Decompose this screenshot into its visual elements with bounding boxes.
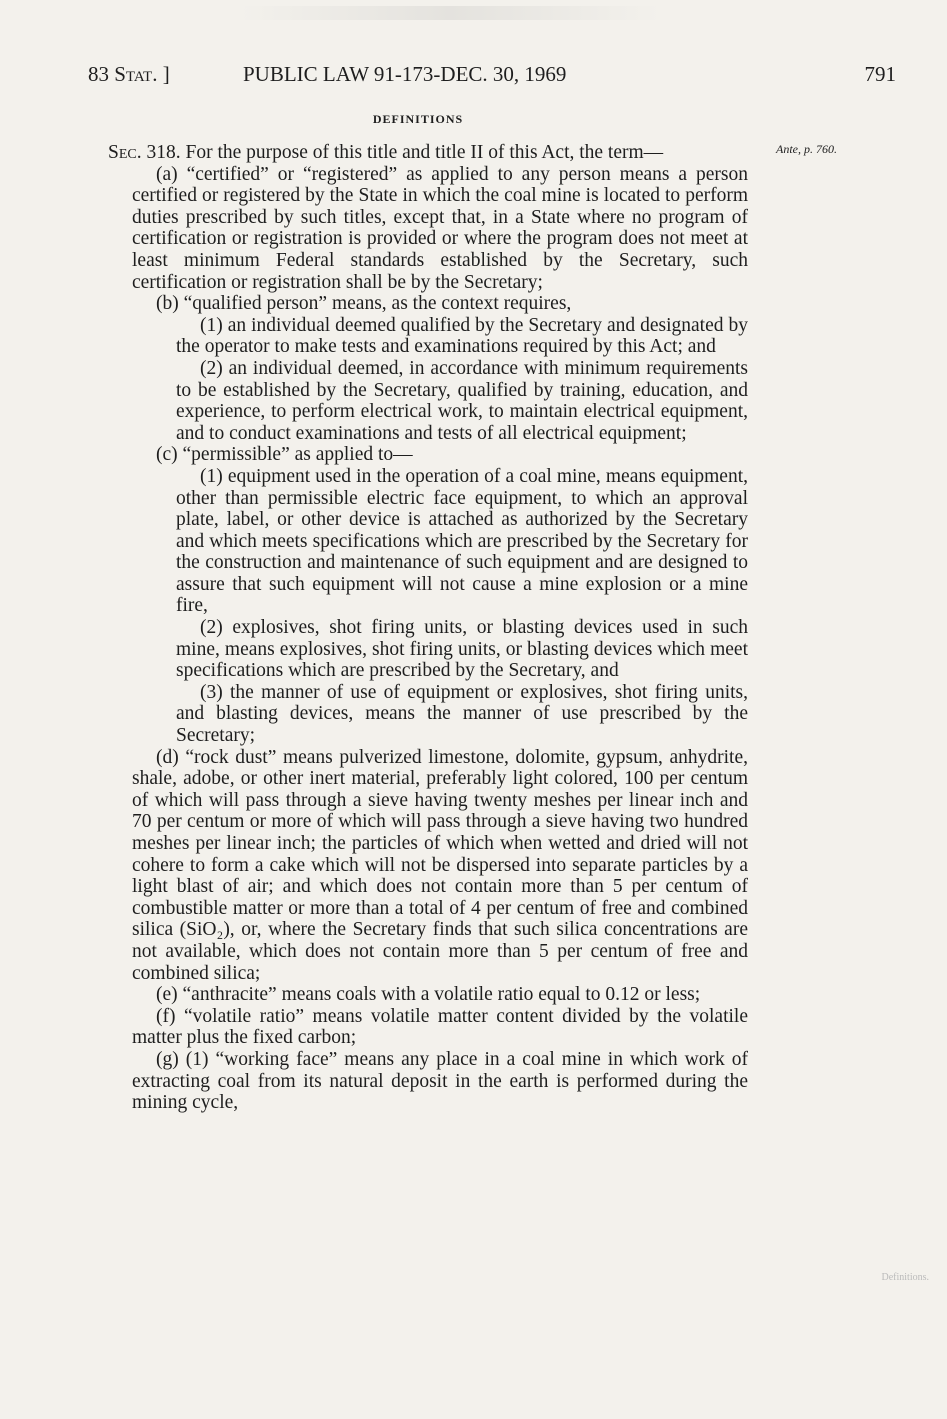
paragraph-c: (c) “permissible” as applied to—: [156, 444, 413, 466]
page-number: 791: [864, 62, 896, 86]
paragraph-b: (b) “qualified person” means, as the context requires,: [156, 293, 572, 315]
paragraph-a: (a) “certified” or “registered” as applied to any person means a person certified or registered by the State in which the coal mine is located to perform duties prescribed by such titles, except that, in a State where no program of certification or registration is provided or where the program does not meet at least minimum Federal standards established by the Secretary, such certification or registration shall be by the Secretary;: [132, 163, 748, 293]
paragraph-e: (e) “anthracite” means coals with a volatile ratio equal to 0.12 or less;: [156, 984, 701, 1006]
paragraph-c-3: (3) the manner of use of equipment or explosives, shot firing units, and blasting devices, means the manner of use prescribed by the Secretary;: [176, 681, 748, 747]
section-heading: DEFINITIONS: [372, 112, 464, 126]
paragraph-b-1: (1) an individual deemed qualified by the Secretary and designated by the operator to make tests and examinations required by this Act; and: [176, 314, 748, 358]
body-text: [88, 142, 748, 1114]
bleed-through-text: [240, 6, 660, 20]
section-intro-text: 318. For the purpose of this title and title II of this Act, the term—: [146, 142, 664, 163]
paragraph-f: (f) “volatile ratio” means volatile matter content divided by the volatile matter plus the fixed carbon;: [132, 1005, 748, 1049]
paragraph-g: (g) (1) “working face” means any place in a coal mine in which work of extracting coal from its natural deposit in the earth is performed during the mining cycle,: [132, 1048, 748, 1114]
section-label: Sec.: [108, 142, 142, 163]
margin-note: Ante, p. 760.: [776, 142, 837, 156]
statute-reference: 83 Stat. ]: [88, 62, 170, 86]
paragraph-d: (d) “rock dust” means pulverized limestone, dolomite, gypsum, anhydrite, shale, adobe, or other inert material, preferably light colored, 100 per centum of which will pass through a sieve having twenty meshes per linear inch and 70 per centum or more of which will pass through a sieve having two hundred meshes per linear inch; the particles of which when wetted and dried will not cohere to form a cake which will not be dispersed into separate particles by a light blast of air; and which does not contain more than 5 per centum of combustible matter or more than a total of 4 per centum of free and combined silica (SiO₂), or, where the Secretary finds that such silica concentrations are not available, which does not contain more than 5 per centum of free and combined silica;: [132, 746, 748, 984]
page-header: [88, 62, 896, 96]
public-law-title: PUBLIC LAW 91-173-DEC. 30, 1969: [243, 62, 567, 86]
section-intro: [88, 142, 748, 164]
paragraph-b-2: (2) an individual deemed, in accordance with minimum requirements to be established by the Secretary, qualified by training, education, and experience, to perform electrical work, to maintain electrical equipment, and to conduct examinations and tests of all electrical equipment;: [176, 357, 748, 444]
paragraph-c-2: (2) explosives, shot firing units, or blasting devices used in such mine, means explosives, shot firing units, or blasting devices which meet specifications which are prescribed by the Secretary, and: [176, 617, 748, 682]
faint-margin-text: Definitions.: [881, 1272, 929, 1283]
paragraph-c-1: (1) equipment used in the operation of a coal mine, means equipment, other than permissible electric face equipment, to which an approval plate, label, or other device is attached as authorized by the Secretary and which meets specifications which are prescribed by the Secretary for the construction and maintenance of such equipment and are designed to assure that such equipment will not cause a mine explosion or a mine fire,: [176, 465, 748, 617]
